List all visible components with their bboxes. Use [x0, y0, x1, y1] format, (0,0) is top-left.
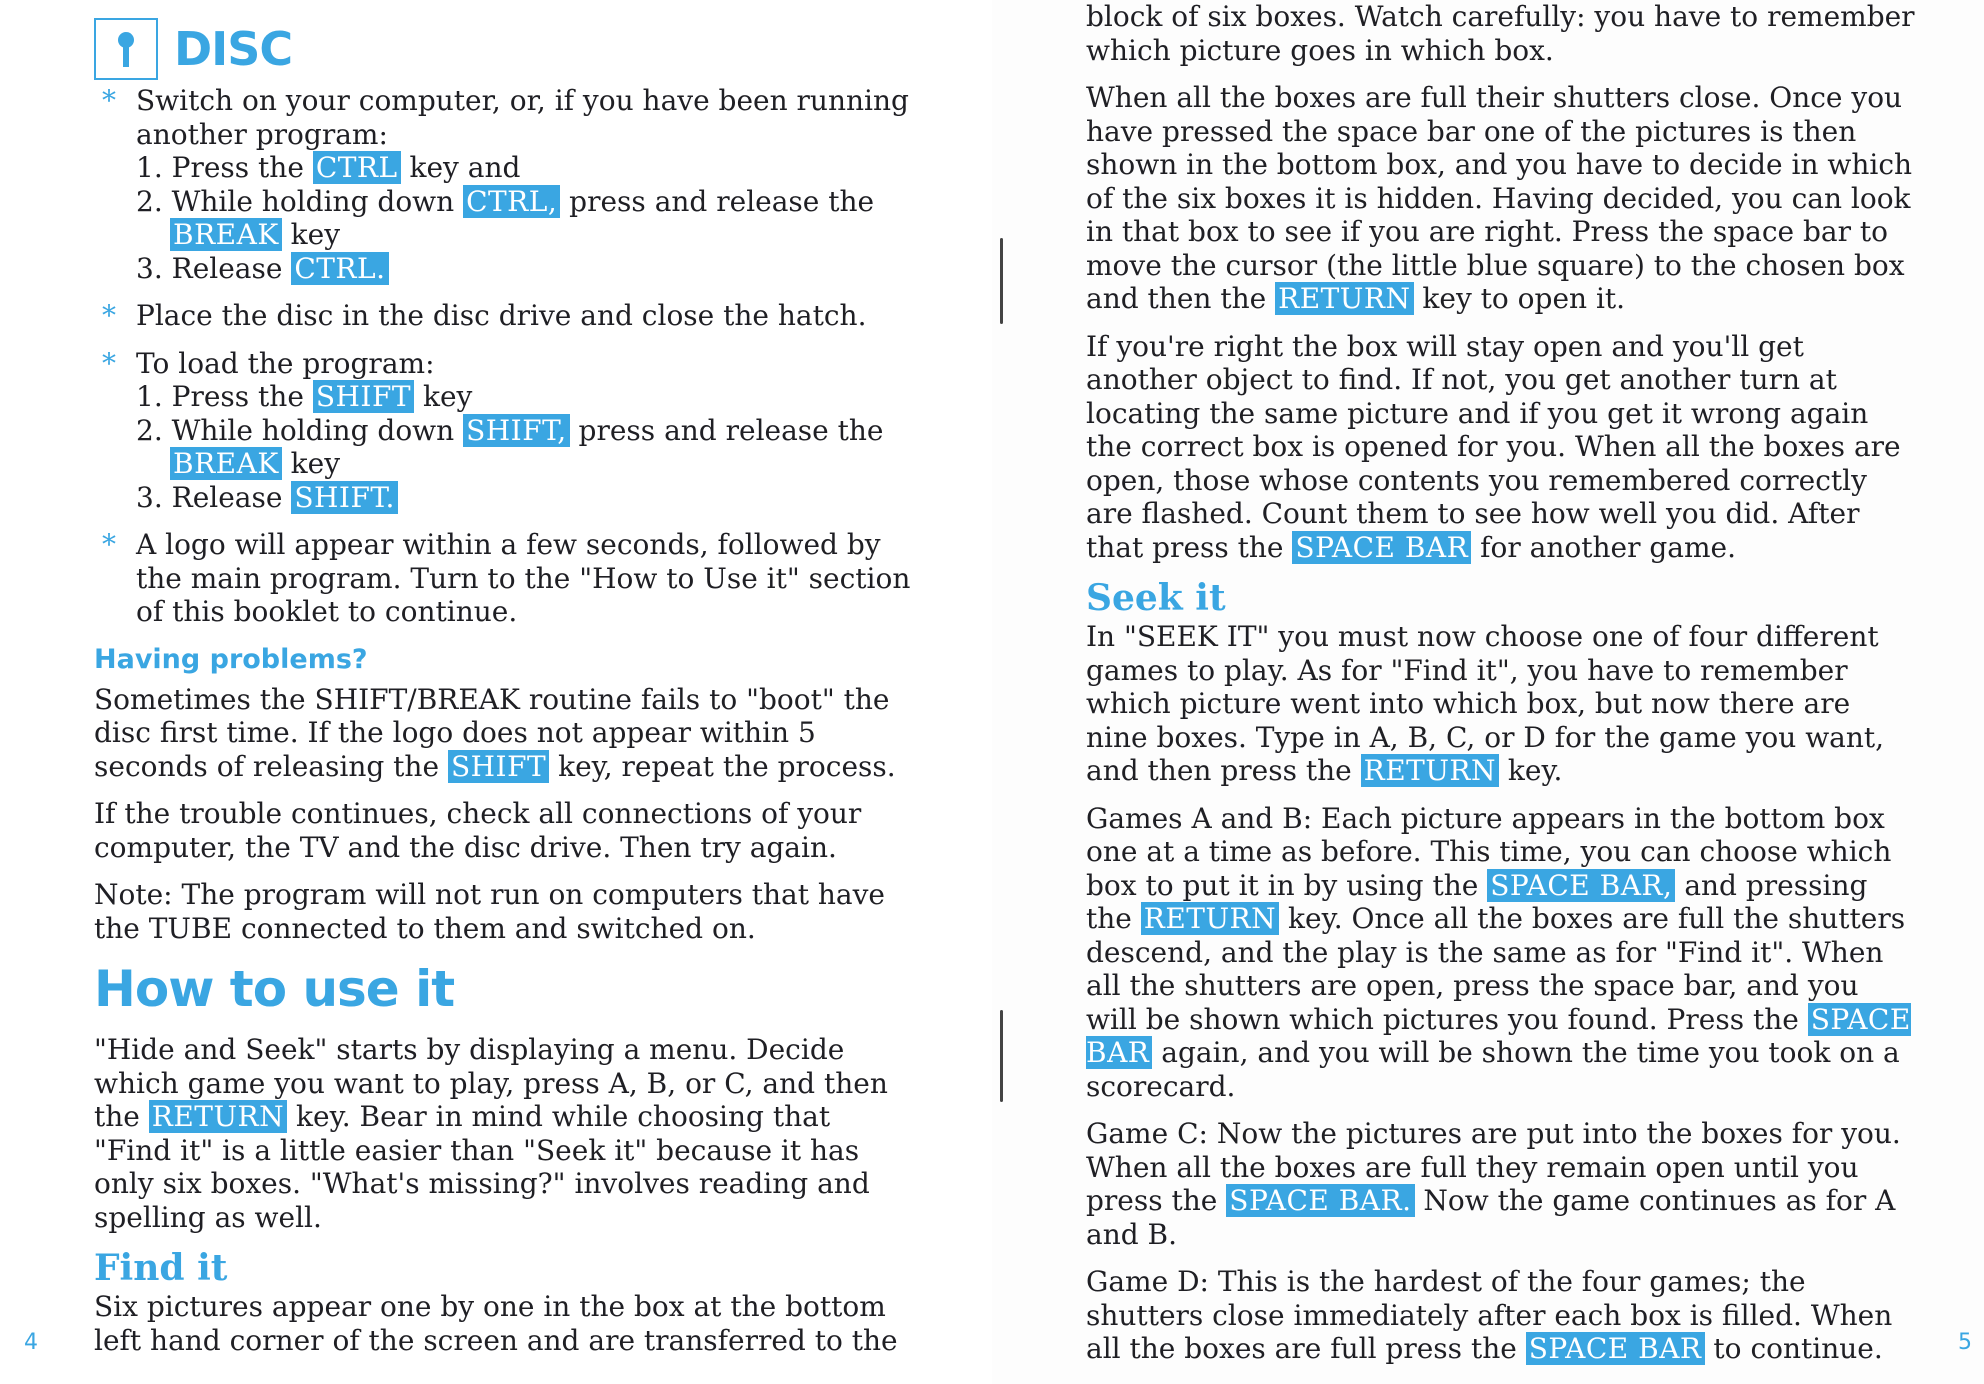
ctrl-key-label: CTRL: [313, 151, 401, 184]
shift-key-label: SHIFT: [448, 750, 549, 783]
paragraph-text: key to open it.: [1413, 282, 1626, 315]
bullet-logo: [94, 528, 914, 629]
step-item: [136, 447, 914, 481]
step-item: [136, 218, 914, 252]
step-text: 1. Press the: [136, 380, 313, 413]
step-text: key: [414, 380, 473, 413]
problems-paragraph: If the trouble continues, check all connections of your computer, the TV and the disc drive. Then try again.: [94, 797, 862, 864]
keyhole-icon: [111, 27, 141, 71]
bullet-switch-on: [94, 84, 914, 285]
paragraph-text: again, and you will be shown the time you took on a scorecard.: [1086, 1036, 1900, 1103]
paragraph-text: In "SEEK IT" you must now choose one of four different games to play. As for "Find it", you have to remember which picture went into which box, but now there are nine boxes. Type in A, B, C, or D for the game you want, and then press the: [1086, 620, 1885, 787]
disc-header: [94, 14, 292, 84]
page-number: 5: [1958, 1330, 1972, 1355]
paragraph-text: and pressing the: [1086, 868, 1868, 935]
step-text: 3. Release: [136, 251, 292, 285]
step-text: key: [281, 447, 341, 480]
star-icon: *: [102, 528, 116, 561]
ctrl-key-label: CTRL,: [463, 185, 560, 218]
page-number: 4: [24, 1330, 38, 1355]
step-item: [136, 380, 914, 414]
star-icon: *: [102, 84, 116, 117]
step-item: [136, 185, 914, 219]
seekit-paragraph: [1086, 802, 1916, 1104]
how-to-use-heading: How to use it: [94, 960, 455, 1018]
paragraph-text: key, repeat the process.: [549, 749, 896, 783]
findit-paragraph: Six pictures appear one by one in the box at the bottom left hand corner of the screen and are transferred to the: [94, 1290, 898, 1357]
step-list: [136, 151, 914, 285]
left-column: [94, 84, 914, 1371]
shift-key-label: SHIFT,: [463, 414, 570, 447]
space-bar-key-label: SPACE BAR.: [1226, 1184, 1414, 1217]
step-item: [136, 151, 914, 185]
paragraph-text: Games A and B: Each picture appears in the bottom box one at a time as before. This time, you can choose which box to put it in by using the: [1086, 801, 1892, 902]
paragraph-text: key.: [1499, 754, 1563, 787]
star-icon: *: [102, 346, 116, 380]
step-list: [136, 380, 914, 514]
space-bar-key-label: SPACE BAR,: [1487, 869, 1675, 902]
having-problems-heading: Having problems?: [94, 643, 368, 675]
paragraph-text: Now the game continues as for A and B.: [1086, 1184, 1896, 1251]
bullet-load-program: [94, 347, 914, 515]
return-key-label: RETURN: [1361, 754, 1499, 787]
bullet-text: Place the disc in the disc drive and close the hatch.: [136, 299, 867, 332]
paragraph-text: key. Bear in mind while choosing that "Find it" is a little easier than "Seek it" because it has only six boxes. "What's missing?" involves reading and spelling as well.: [94, 1100, 870, 1234]
shift-key-label: SHIFT.: [291, 481, 398, 514]
paragraph-text: for another game.: [1471, 530, 1737, 564]
step-text: 3. Release: [136, 480, 292, 514]
bullet-text: A logo will appear within a few seconds, followed by the main program. Turn to the "How to Use it" section of this booklet to continue.: [136, 528, 911, 628]
problems-paragraph: [94, 683, 914, 784]
step-item: [136, 252, 914, 286]
step-text: press and release the: [578, 413, 884, 447]
paragraph-text: to continue.: [1704, 1332, 1883, 1365]
space-bar-key-label: SPACE BAR: [1086, 1002, 1911, 1069]
step-item: [136, 481, 914, 515]
step-text: press and release the: [569, 184, 875, 218]
step-text: key: [281, 218, 341, 251]
return-key-label: RETURN: [1275, 282, 1413, 315]
findit-paragraph: [1086, 330, 1916, 565]
step-text: 2. While holding down: [136, 413, 464, 447]
return-key-label: RETURN: [1141, 902, 1279, 935]
disc-title: DISC: [174, 22, 293, 76]
space-bar-key-label: SPACE BAR: [1526, 1332, 1705, 1365]
space-bar-key-label: SPACE BAR: [1292, 531, 1471, 564]
paragraph-text: Sometimes the SHIFT/BREAK routine fails to "boot" the disc first time. If the logo does not appear within 5 seconds of releasing the: [94, 682, 890, 783]
findit-continued-paragraph: block of six boxes. Watch carefully: you have to remember which picture goes in which box.: [1086, 0, 1915, 67]
findit-paragraph: [1086, 81, 1916, 316]
page-crease: [1000, 1010, 1003, 1102]
right-column: [1086, 0, 1916, 1380]
paragraph-text: Game D: This is the hardest of the four games; the shutters close immediately after each box is filled. When all the boxes are full press the: [1086, 1265, 1893, 1365]
bullet-place-disc: [94, 299, 914, 333]
paragraph-text: key. Once all the boxes are full the shutters descend, and the play is the same as for "Find it". When all the shutters are open, press the space bar, and you will be shown which pictures you found. Press the: [1086, 902, 1906, 1036]
problems-paragraph: Note: The program will not run on computers that have the TUBE connected to them and switched on.: [94, 878, 885, 945]
step-item: [136, 414, 914, 448]
break-key-label: BREAK: [170, 447, 282, 480]
ctrl-key-label: CTRL.: [291, 252, 388, 285]
paragraph-text: "Hide and Seek" starts by displaying a menu. Decide which game you want to play, press A, B, or C, and then the: [94, 1033, 888, 1133]
seekit-paragraph: [1086, 1265, 1916, 1366]
star-icon: *: [102, 299, 116, 332]
seekit-paragraph: [1086, 1117, 1916, 1251]
bullet-text: Switch on your computer, or, if you have been running another program:: [136, 84, 909, 151]
page-crease: [1000, 238, 1003, 324]
step-text: key and: [400, 151, 521, 184]
return-key-label: RETURN: [149, 1100, 287, 1133]
step-text: 2. While holding down: [136, 184, 464, 218]
seek-it-heading: Seek it: [1086, 577, 1226, 619]
shift-key-label: SHIFT: [313, 380, 414, 413]
break-key-label: BREAK: [170, 218, 282, 251]
paragraph-text: Game C: Now the pictures are put into the boxes for you. When all the boxes are full they remain open until you press the: [1086, 1117, 1901, 1217]
step-text: 1. Press the: [136, 151, 313, 184]
bullet-text: To load the program:: [136, 346, 435, 380]
seekit-paragraph: [1086, 620, 1916, 788]
disc-icon: [94, 18, 158, 80]
paragraph-text: When all the boxes are full their shutters close. Once you have pressed the space bar one of the pictures is then shown in the bottom box, and you have to decide in which of the six boxes it is hidden. Having decided, you can look in that box to see if you are right. Press the space bar to move the cursor (the little blue square) to the chosen box and then the: [1086, 81, 1913, 315]
find-it-heading: Find it: [94, 1247, 228, 1289]
paragraph-text: If you're right the box will stay open and you'll get another object to find. If not, you get another turn at locating the same picture and if you get it wrong again the correct box is opened for you. When all the boxes are open, those whose contents you remembered correctly are flashed. Count them to see how well you did. After that press the: [1086, 329, 1901, 564]
howto-paragraph: [94, 1033, 914, 1234]
